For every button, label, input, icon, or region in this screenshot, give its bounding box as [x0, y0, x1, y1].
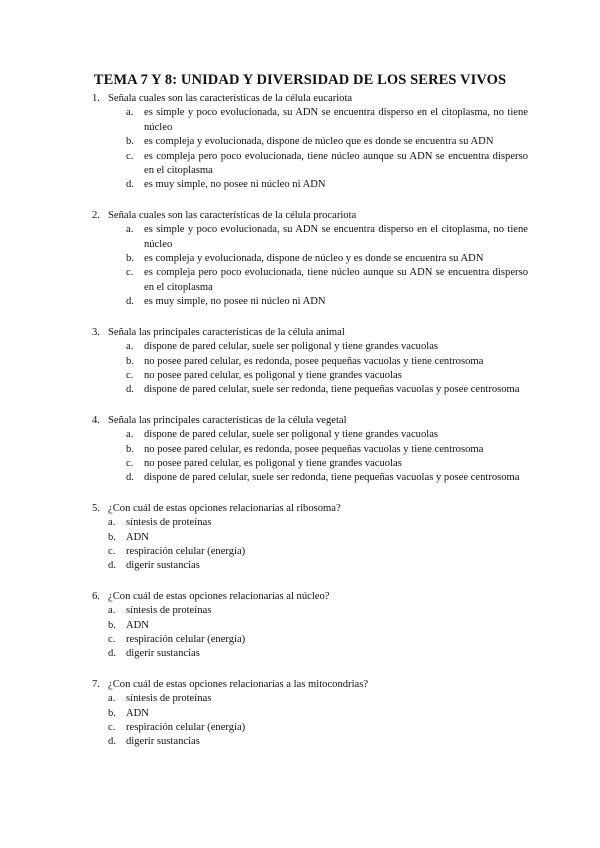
option-text: es compleja pero poco evolucionada, tiene núcleo aunque su ADN se encuentra disperso en el citoplasma	[144, 267, 528, 293]
option-list	[126, 428, 528, 486]
option-letter: d.	[126, 296, 134, 308]
option-text: es muy simple, no posee ni núcleo ni ADN	[144, 179, 326, 191]
option-list	[126, 106, 528, 192]
option-letter: b.	[126, 253, 134, 265]
option-text: no posee pared celular, es poligonal y tiene grandes vacuolas	[144, 457, 402, 469]
option-letter: d.	[126, 384, 134, 396]
question-1	[92, 92, 528, 193]
option-letter: a.	[126, 224, 134, 236]
option-letter: c.	[108, 722, 116, 734]
option-list	[126, 340, 528, 398]
option-letter: b.	[126, 355, 134, 367]
option-text: no posee pared celular, es redonda, posee pequeñas vacuolas y tiene centrosoma	[144, 443, 484, 455]
option-letter: b.	[108, 619, 116, 631]
page-title: TEMA 7 Y 8: UNIDAD Y DIVERSIDAD DE LOS SERES VIVOS	[93, 72, 507, 88]
option-b	[126, 355, 528, 369]
option-letter: a.	[108, 605, 116, 617]
option-a	[108, 604, 528, 618]
option-b	[126, 443, 528, 457]
question-number: 7.	[92, 678, 100, 690]
option-b	[126, 135, 528, 149]
option-text: digerir sustancias	[126, 560, 200, 572]
question-text: Señala cuales son las características de la célula procariota	[108, 209, 357, 221]
option-c	[126, 369, 528, 383]
option-text: es muy simple, no posee ni núcleo ni ADN	[144, 296, 326, 308]
question-number: 2.	[92, 209, 100, 221]
option-d	[108, 647, 528, 661]
question-number: 3.	[92, 326, 100, 338]
option-d	[108, 559, 528, 573]
option-text: es simple y poco evolucionada, su ADN se encuentra disperso en el citoplasma, no tiene núcleo	[144, 107, 528, 133]
option-a	[108, 516, 528, 530]
option-b	[126, 252, 528, 266]
question-5	[92, 502, 528, 574]
option-a	[126, 223, 528, 252]
option-text: dispone de pared celular, suele ser redonda, tiene pequeñas vacuolas y posee centrosoma	[144, 472, 520, 484]
question-number: 5.	[92, 502, 100, 514]
option-text: dispone de pared celular, suele ser poligonal y tiene grandes vacuolas	[144, 341, 439, 353]
option-c	[126, 150, 528, 179]
option-text: ADN	[126, 619, 149, 631]
option-letter: d.	[126, 179, 134, 191]
option-text: dispone de pared celular, suele ser redonda, tiene pequeñas vacuolas y posee centrosoma	[144, 384, 520, 396]
option-text: es simple y poco evolucionada, su ADN se encuentra disperso en el citoplasma, no tiene núcleo	[144, 224, 528, 250]
option-list	[108, 692, 528, 750]
option-letter: d.	[126, 472, 134, 484]
option-letter: c.	[126, 150, 134, 162]
option-letter: b.	[126, 443, 134, 455]
option-letter: a.	[108, 517, 116, 529]
option-text: ADN	[126, 707, 149, 719]
option-letter: d.	[108, 648, 116, 660]
option-letter: a.	[126, 107, 134, 119]
option-letter: c.	[126, 267, 134, 279]
option-list	[108, 604, 528, 662]
option-text: respiración celular (energía)	[126, 722, 246, 734]
option-text: ADN	[126, 531, 149, 543]
option-a	[108, 692, 528, 706]
option-letter: c.	[108, 545, 116, 557]
option-c	[108, 633, 528, 647]
option-letter: b.	[126, 136, 134, 148]
question-text: ¿Con cuál de estas opciones relacionarías a las mitocondrias?	[108, 678, 369, 690]
option-text: respiración celular (energía)	[126, 634, 246, 645]
question-list	[92, 92, 528, 750]
question-text: ¿Con cuál de estas opciones relacionarías al núcleo?	[108, 590, 330, 602]
question-2	[92, 209, 528, 310]
question-7	[92, 678, 528, 750]
option-d	[108, 735, 528, 749]
option-c	[126, 266, 528, 295]
option-text: respiración celular (energía)	[126, 545, 246, 557]
option-text: síntesis de proteínas	[126, 605, 212, 617]
option-text: digerir sustancias	[126, 648, 200, 660]
option-c	[126, 457, 528, 471]
option-b	[108, 619, 528, 633]
option-d	[126, 471, 528, 485]
option-text: no posee pared celular, es poligonal y tiene grandes vacuolas	[144, 369, 402, 381]
question-3	[92, 326, 528, 398]
option-letter: a.	[108, 693, 116, 705]
option-c	[108, 545, 528, 559]
question-number: 1.	[92, 93, 100, 104]
question-number: 4.	[92, 414, 100, 426]
option-letter: d.	[108, 736, 116, 748]
option-text: no posee pared celular, es redonda, posee pequeñas vacuolas y tiene centrosoma	[144, 355, 484, 367]
option-text: síntesis de proteínas	[126, 693, 212, 705]
question-text: Señala las principales características de la célula vegetal	[108, 414, 347, 426]
option-letter: b.	[108, 707, 116, 719]
option-text: es compleja y evolucionada, dispone de núcleo que es donde se encuentra su ADN	[144, 136, 494, 148]
question-text: ¿Con cuál de estas opciones relacionarías al ribosoma?	[108, 502, 341, 514]
option-text: síntesis de proteínas	[126, 517, 212, 529]
option-letter: c.	[126, 369, 134, 381]
option-d	[126, 178, 528, 192]
option-letter: b.	[108, 531, 116, 543]
question-6	[92, 590, 528, 662]
option-d	[126, 295, 528, 309]
option-letter: a.	[126, 429, 134, 441]
option-list	[126, 223, 528, 309]
option-a	[126, 340, 528, 354]
question-number: 6.	[92, 590, 100, 602]
option-text: es compleja y evolucionada, dispone de núcleo y es donde se encuentra su ADN	[144, 253, 484, 265]
option-letter: c.	[108, 634, 116, 645]
option-b	[108, 531, 528, 545]
question-4	[92, 414, 528, 486]
option-text: digerir sustancias	[126, 736, 200, 748]
option-text: es compleja pero poco evolucionada, tiene núcleo aunque su ADN se encuentra disperso en el citoplasma	[144, 150, 528, 177]
option-a	[126, 106, 528, 135]
option-letter: a.	[126, 341, 134, 353]
question-text: Señala cuales son las características de la célula eucariota	[108, 93, 353, 104]
option-a	[126, 428, 528, 442]
option-b	[108, 707, 528, 721]
option-d	[126, 383, 528, 397]
question-text: Señala las principales características de la célula animal	[108, 326, 345, 338]
option-letter: c.	[126, 457, 134, 469]
option-letter: d.	[108, 560, 116, 572]
option-text: dispone de pared celular, suele ser poligonal y tiene grandes vacuolas	[144, 429, 439, 441]
option-c	[108, 721, 528, 735]
option-list	[108, 516, 528, 574]
